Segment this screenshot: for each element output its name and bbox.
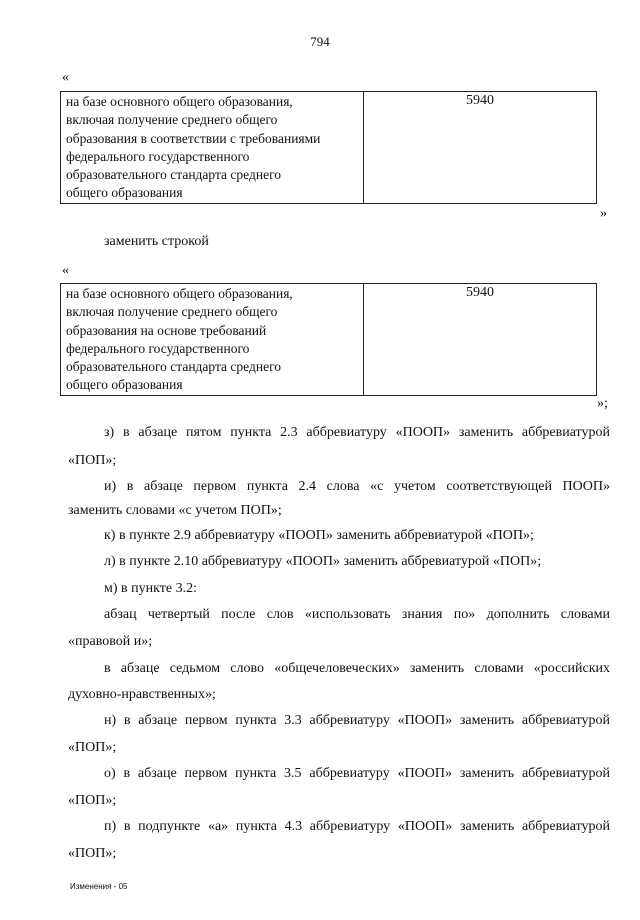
footer-note: Изменения - 05 [70,882,128,891]
closing-quote-semicolon: »; [597,396,608,411]
opening-quote: « [62,70,69,85]
item-o-line2: «ПОП»; [68,793,117,808]
item-n-line2: «ПОП»; [68,740,117,755]
item-p-line1: п) в подпункте «а» пункта 4.3 аббревиатуру «ПООП» заменить аббревиатурой [104,819,610,834]
item-m: м) в пункте 3.2: [104,581,197,596]
item-n-line1: н) в абзаце первом пункта 3.3 аббревиатуру «ПООП» заменить аббревиатурой [104,713,610,728]
old-table-row [60,91,597,204]
item-k: к) в пункте 2.9 аббревиатуру «ПООП» заменить аббревиатурой «ПОП»; [104,528,534,543]
new-row-description: на базе основного общего образования, включая получение среднего общего образования на основе требований федерального государственного образовательного стандарта среднего общего образования [61,284,364,395]
closing-quote: » [600,206,607,221]
page-number: 794 [310,34,330,49]
paragraph-7-line2: духовно-нравственных»; [68,687,216,702]
item-l: л) в пункте 2.10 аббревиатуру «ПООП» заменить аббревиатурой «ПОП»; [104,554,542,569]
item-z-line1: з) в абзаце пятом пункта 2.3 аббревиатуру «ПООП» заменить аббревиатурой [104,425,610,440]
new-row-value: 5940 [466,285,494,300]
opening-quote-2: « [62,263,69,278]
paragraph-7-line1: в абзаце седьмом слово «общечеловеческих» заменить словами «российских [104,661,610,676]
paragraph-4-line2: «правовой и»; [68,634,153,649]
old-row-value: 5940 [466,93,494,108]
item-z-line2: «ПОП»; [68,453,117,468]
item-p-line2: «ПОП»; [68,846,117,861]
item-i-line1: и) в абзаце первом пункта 2.4 слова «с учетом соответствующей ПООП» [104,479,610,494]
item-i-line2: заменить словами «с учетом ПОП»; [68,503,282,518]
old-row-description: на базе основного общего образования, включая получение среднего общего образования в соответствии с требованиями федерального государственного образовательного стандарта среднего общего образования [61,92,364,203]
replace-phrase: заменить строкой [104,234,209,249]
new-table-row [60,283,597,396]
paragraph-4-line1: абзац четвертый после слов «использовать знания по» дополнить словами [104,607,610,622]
item-o-line1: о) в абзаце первом пункта 3.5 аббревиатуру «ПООП» заменить аббревиатурой [104,766,610,781]
